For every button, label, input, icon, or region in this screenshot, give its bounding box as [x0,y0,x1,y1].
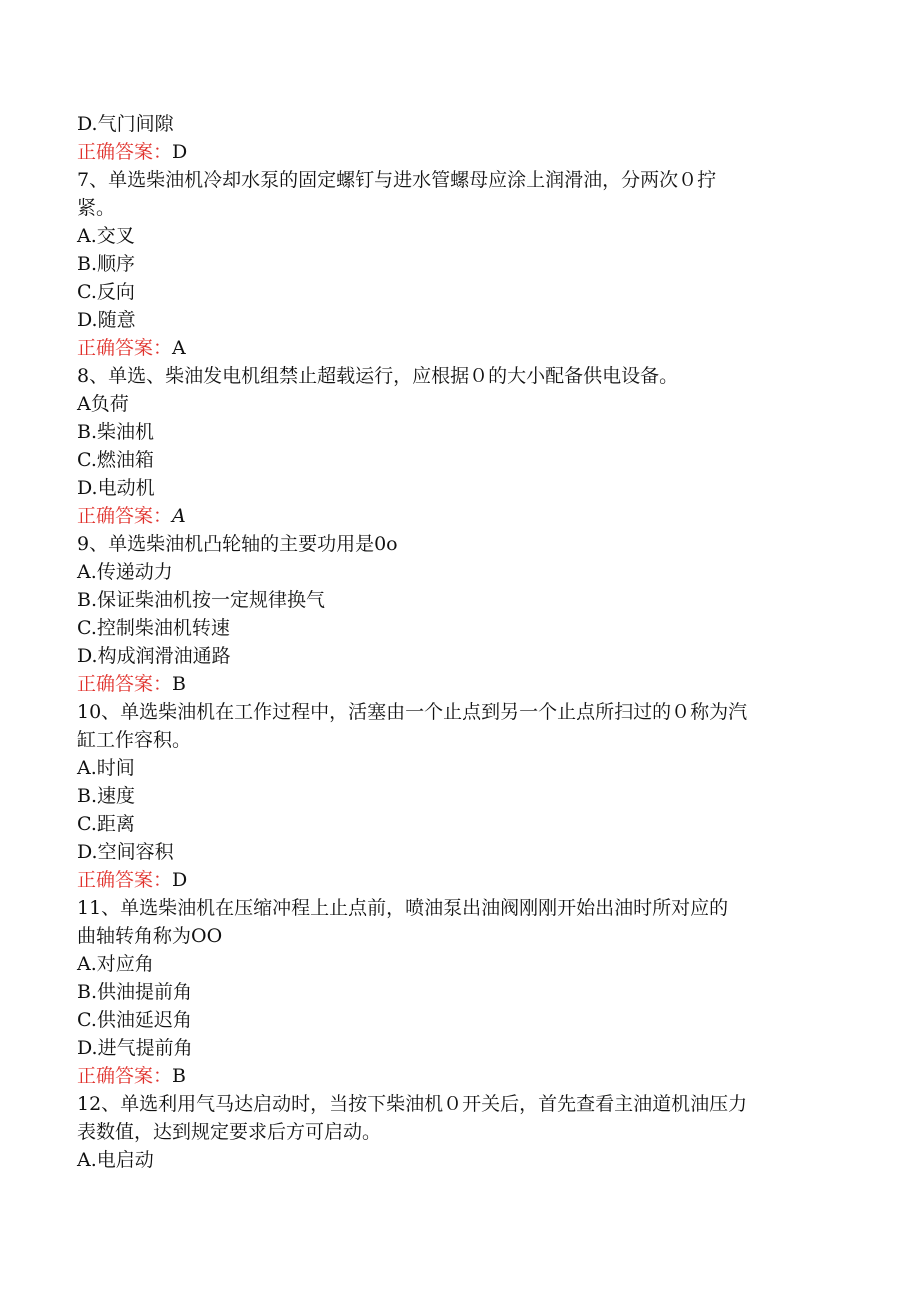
question-11-option-a: A.对应角 [77,953,154,975]
question-9-answer [77,670,857,698]
question-8-option-d: D.电动机 [77,477,155,499]
question-7-option-a: A.交叉 [77,225,135,247]
question-11-text-cont: 曲轴转角称为OO [77,925,223,947]
option-d: D.气门间隙 [77,113,174,135]
question-9-option-c: C.控制柴油机转速 [77,617,230,639]
question-7-text-cont: 紧。 [77,197,116,219]
question-7-option-d: D.随意 [77,309,136,331]
answer-value: D [172,869,188,891]
question-12-text-cont: 表数值，达到规定要求后方可启动。 [77,1121,382,1143]
question-7-option-c: C.反向 [77,281,135,303]
question-11-option-c: C.供油延迟角 [77,1009,192,1031]
question-10-text-cont: 缸工作容积。 [77,729,192,751]
question-8-text: 8、单选、柴油发电机组禁止超载运行，应根据０的大小配备供电设备。 [77,365,679,387]
question-12-option-a: A.电启动 [77,1149,154,1171]
question-10-answer [77,866,857,894]
question-10-option-c: C.距离 [77,813,135,835]
answer-value: A [172,505,186,527]
question-12-text: 12、单选利用气马达启动时，当按下柴油机０开关后，首先查看主油道机油压力 [77,1093,748,1115]
question-10-text: 10、单选柴油机在工作过程中，活塞由一个止点到另一个止点所扫过的０称为汽 [77,701,748,723]
answer-label: 正确答案： [77,1065,173,1087]
question-7-answer [77,334,857,362]
question-8-answer [77,502,857,530]
question-10-option-b: B.速度 [77,785,136,807]
question-7-text: 7、单选柴油机冷却水泵的固定螺钉与进水管螺母应涂上润滑油，分两次０拧 [77,169,717,191]
answer-value: D [172,141,188,163]
question-11-option-d: D.进气提前角 [77,1037,193,1059]
question-7-option-b: B.顺序 [77,253,136,275]
question-8-option-b: B.柴油机 [77,421,155,443]
answer-label: 正确答案： [77,869,173,891]
answer-label: 正确答案： [77,337,173,359]
answer-value: B [172,1065,186,1087]
question-10-option-a: A.时间 [77,757,135,779]
question-11-text: 11、单选柴油机在压缩冲程上止点前，喷油泵出油阀刚刚开始出油时所对应的 [77,897,729,919]
answer-label: 正确答案： [77,505,173,527]
answer-label: 正确答案： [77,141,173,163]
question-9-option-d: D.构成润滑油通路 [77,645,231,667]
answer-line [77,138,857,166]
question-9-option-b: B.保证柴油机按一定规律换气 [77,589,326,611]
document-page [77,110,857,1174]
answer-label: 正确答案： [77,673,173,695]
answer-value: B [172,673,186,695]
question-11-answer [77,1062,857,1090]
question-11-option-b: B.供油提前角 [77,981,193,1003]
question-8-option-a: A负荷 [77,393,129,415]
question-9-text: 9、单选柴油机凸轮轴的主要功用是0o [77,533,398,555]
answer-value: A [172,337,186,359]
question-10-option-d: D.空间容积 [77,841,174,863]
question-9-option-a: A.传递动力 [77,561,173,583]
question-8-option-c: C.燃油箱 [77,449,154,471]
